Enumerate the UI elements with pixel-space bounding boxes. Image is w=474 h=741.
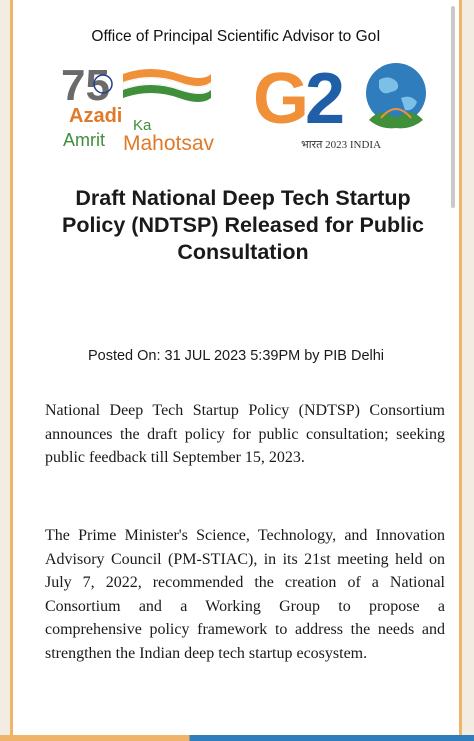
paragraph: National Deep Tech Startup Policy (NDTSP) Consortium announces the draft policy for public consultation; seeking public feedback till September 15, 2023. bbox=[45, 402, 445, 466]
g20-logo bbox=[251, 48, 451, 158]
page-frame bbox=[10, 0, 462, 741]
g20-letter-g: G bbox=[253, 59, 310, 139]
paragraph: The Prime Minister's Science, Technology, and Innovation Advisory Council (PM-STIAC), in its 21st meeting held on July 7, 2022, recommended the creation of a National Consortium and a Working Group to propose a comprehensive policy framework to address the needs and strengthen the Indian deep tech startup ecosystem. bbox=[45, 527, 445, 662]
logo-azadi-text: Azadi bbox=[69, 105, 123, 127]
logo-amrit-text: Amrit bbox=[63, 130, 105, 150]
article-title: Draft National Deep Tech Startup Policy (NDTSP) Released for Public Consultation bbox=[61, 186, 424, 264]
globe-icon bbox=[366, 63, 426, 123]
logo-ka-text: Ka bbox=[133, 117, 152, 134]
logo-75-number: 75 bbox=[61, 61, 110, 110]
bottom-band bbox=[0, 735, 474, 741]
g20-tagline: भारत 2023 INDIA bbox=[301, 139, 382, 151]
logo-mahotsav-text: Mahotsav bbox=[123, 132, 215, 155]
posted-on: Posted On: 31 JUL 2023 5:39PM by PIB Delhi bbox=[87, 348, 385, 364]
office-header: Office of Principal Scientific Advisor to GoI bbox=[91, 28, 381, 45]
g20-letter-2: 2 bbox=[305, 59, 346, 139]
azadi-ka-amrit-mahotsav-logo bbox=[51, 52, 241, 162]
